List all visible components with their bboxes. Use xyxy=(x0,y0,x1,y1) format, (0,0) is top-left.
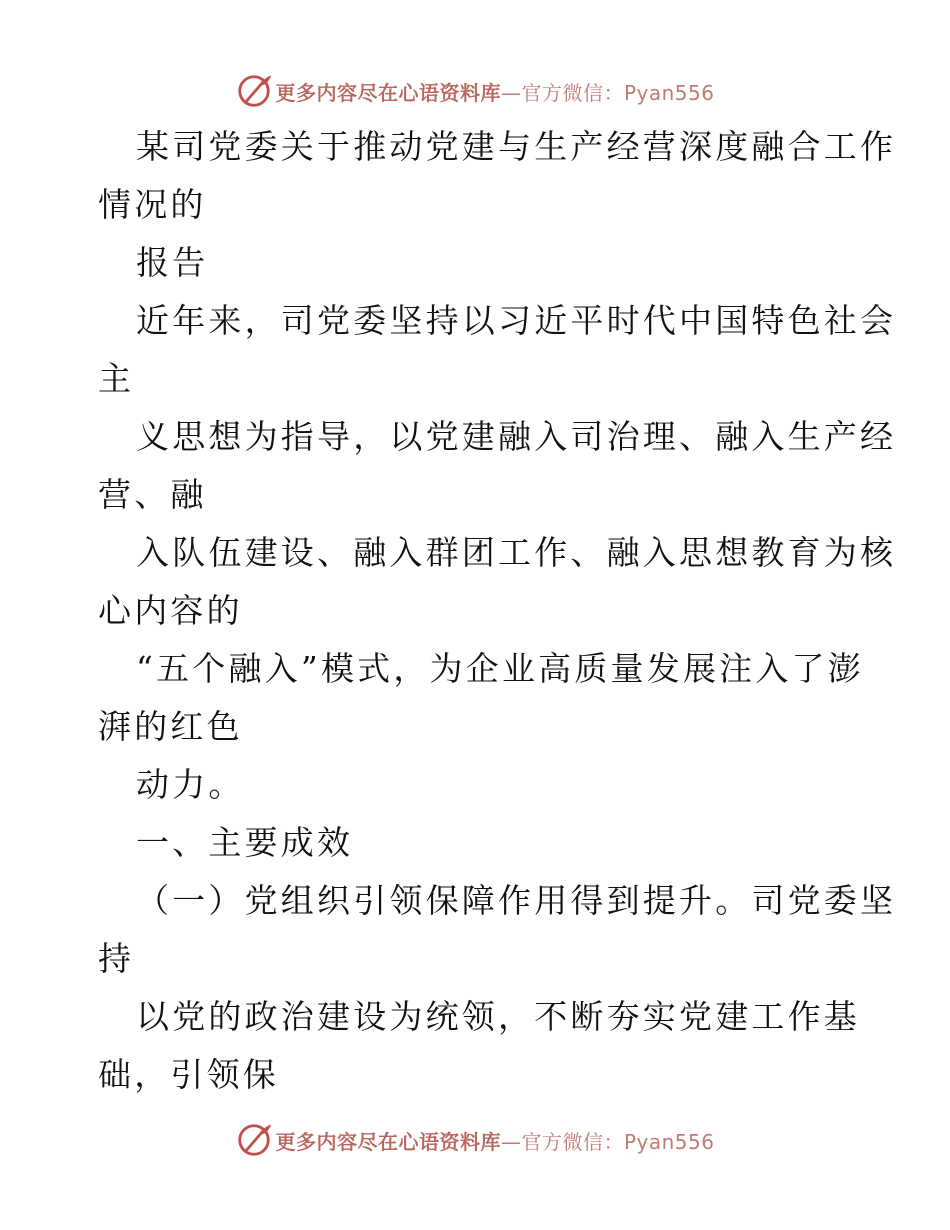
document-line: 动力。 xyxy=(136,765,245,804)
document-line: 入队伍建设、融入群团工作、融入思想教育为核 xyxy=(136,533,897,572)
footer-banner xyxy=(0,1118,950,1162)
document-line: 义思想为指导，以党建融入司治理、融入生产经 xyxy=(136,417,897,456)
document-line: 心内容的 xyxy=(98,591,243,630)
banner-suffix: 官方微信：Pyan556 xyxy=(521,1129,715,1154)
document-line: 主 xyxy=(98,359,135,398)
document-line: “五个融入”模式，为企业高质量发展注入了澎 xyxy=(136,649,864,688)
document-body xyxy=(98,118,897,1104)
quill-pen-logo-icon xyxy=(235,1121,273,1159)
header-banner xyxy=(0,69,950,113)
document-line: 情况的 xyxy=(98,185,207,224)
document-line: 报告 xyxy=(136,243,209,282)
document-line: 一、主要成效 xyxy=(136,823,354,862)
banner-text xyxy=(275,77,714,106)
banner-brand: 更多内容尽在心语资料库 xyxy=(275,1129,501,1154)
banner-text xyxy=(275,1126,714,1155)
document-line: 营、融 xyxy=(98,475,207,514)
banner-suffix: 官方微信：Pyan556 xyxy=(521,80,715,105)
document-line: 础，引领保 xyxy=(98,1055,279,1094)
document-line: 以党的政治建设为统领，不断夯实党建工作基 xyxy=(136,997,860,1036)
document-line: 持 xyxy=(98,939,135,978)
document-line: 湃的红色 xyxy=(98,707,243,746)
banner-separator: — xyxy=(500,1129,522,1154)
document-line: 某司党委关于推动党建与生产经营深度融合工作 xyxy=(136,127,897,166)
document-line: 近年来，司党委坚持以习近平时代中国特色社会 xyxy=(136,301,897,340)
document-line: （一）党组织引领保障作用得到提升。司党委坚 xyxy=(136,881,897,920)
banner-brand: 更多内容尽在心语资料库 xyxy=(275,80,501,105)
quill-pen-logo-icon xyxy=(235,72,273,110)
banner-separator: — xyxy=(500,80,522,105)
